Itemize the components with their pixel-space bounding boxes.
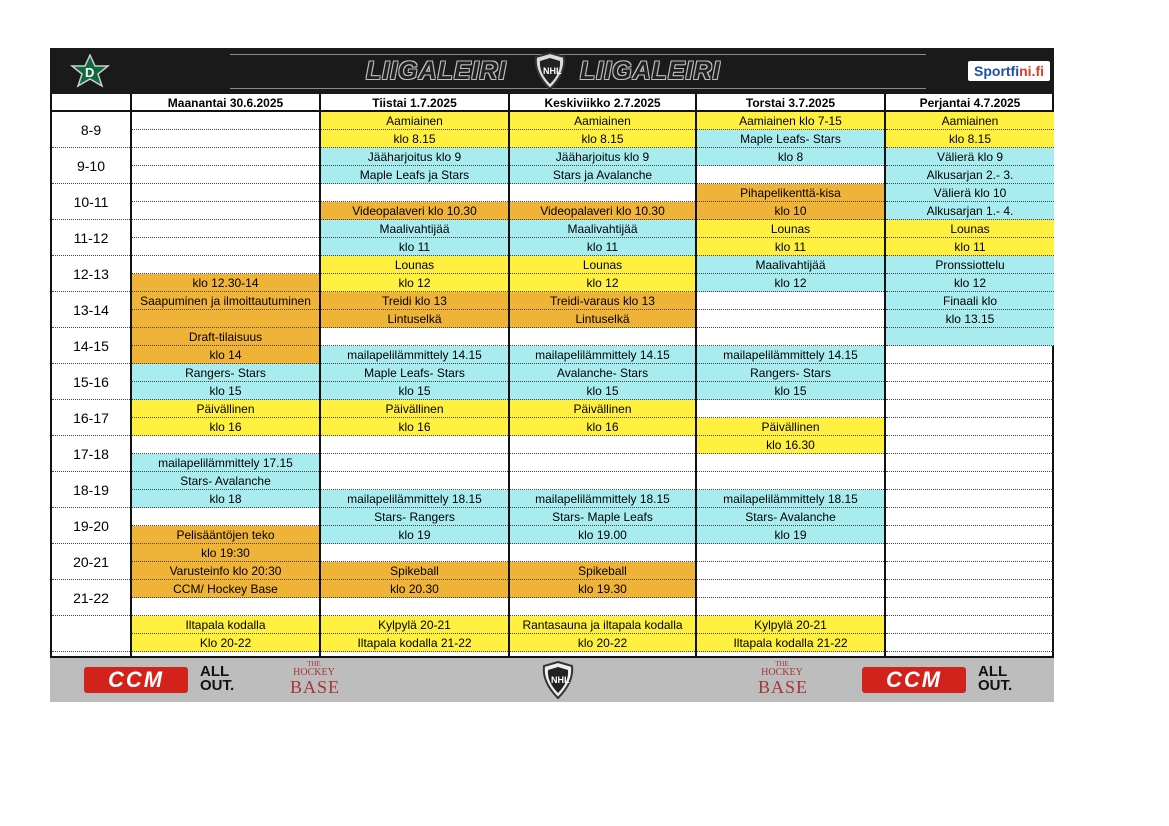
schedule-cell — [321, 544, 508, 562]
day-column-tuesday — [319, 94, 508, 656]
schedule-cell: klo 19.00 — [510, 526, 695, 544]
schedule-cell — [697, 472, 884, 490]
schedule-cell — [697, 544, 884, 562]
schedule-cell: klo 12 — [510, 274, 695, 292]
schedule-cell: Pronssiottelu — [886, 256, 1054, 274]
schedule-cell — [321, 454, 508, 472]
schedule-cell: klo 19 — [321, 526, 508, 544]
schedule-cell: klo 8.15 — [321, 130, 508, 148]
nhl-shield-icon — [530, 51, 570, 91]
schedule-cell — [132, 238, 319, 256]
schedule-cell — [697, 454, 884, 472]
schedule-cell: Stars- Rangers — [321, 508, 508, 526]
hour-label: 15-16 — [52, 364, 130, 400]
schedule-cell: klo 12.30-14 — [132, 274, 319, 292]
hour-label: 21-22 — [52, 580, 130, 616]
hockey-base-logo-right — [758, 660, 809, 700]
hour-label: 13-14 — [52, 292, 130, 328]
schedule-cell — [132, 184, 319, 202]
schedule-cell: klo 12 — [697, 274, 884, 292]
schedule-cell: Jääharjoitus klo 9 — [321, 148, 508, 166]
hour-label: 9-10 — [52, 148, 130, 184]
schedule-cell: Avalanche- Stars — [510, 364, 695, 382]
schedule-cell: Rangers- Stars — [697, 364, 884, 382]
hb-right-line3: BASE — [758, 677, 809, 697]
schedule-cell: Lounas — [697, 220, 884, 238]
schedule-cell — [697, 400, 884, 418]
schedule-cell: Kylpylä 20-21 — [697, 616, 884, 634]
schedule-cell: Iltapala kodalla 21-22 — [697, 634, 884, 652]
schedule-cell: Videopalaveri klo 10.30 — [510, 202, 695, 220]
schedule-cell: klo 16 — [132, 418, 319, 436]
schedule-cell: Aamiainen klo 7-15 — [697, 112, 884, 130]
day-column-monday — [130, 94, 319, 656]
schedule-cell: klo 8.15 — [510, 130, 695, 148]
schedule-cell: mailapelilämmittely 17.15 — [132, 454, 319, 472]
hour-label: 16-17 — [52, 400, 130, 436]
sponsor-logo — [968, 61, 1050, 81]
schedule-cell — [886, 490, 1054, 508]
schedule-cell — [886, 436, 1054, 454]
hour-label: 12-13 — [52, 256, 130, 292]
header-banner — [50, 48, 1054, 94]
schedule-cell: Jääharjoitus klo 9 — [510, 148, 695, 166]
schedule-cell: Stars- Avalanche — [697, 508, 884, 526]
schedule-cell — [132, 310, 319, 328]
schedule-cell: Pihapelikenttä-kisa — [697, 184, 884, 202]
ccm-logo-left: CCM — [84, 667, 188, 693]
schedule-cell — [132, 148, 319, 166]
allout-left-line2: OUT. — [200, 677, 235, 694]
schedule-cell: klo 16 — [510, 418, 695, 436]
schedule-cell — [132, 598, 319, 616]
hb-left-line2: HOCKEY — [293, 667, 335, 678]
schedule-cell: klo 15 — [321, 382, 508, 400]
svg-text:NHL: NHL — [543, 66, 562, 76]
schedule-cell: klo 12 — [321, 274, 508, 292]
schedule-cell: klo 8 — [697, 148, 884, 166]
schedule-cell: Aamiainen — [510, 112, 695, 130]
schedule-cell — [697, 166, 884, 184]
stars-logo-icon — [64, 54, 116, 88]
schedule-cell: Päivällinen — [132, 400, 319, 418]
schedule-cell: Välierä klo 9 — [886, 148, 1054, 166]
schedule-cell: Rantasauna ja iltapala kodalla — [510, 616, 695, 634]
schedule-cell: klo 15 — [132, 382, 319, 400]
schedule-cell — [321, 328, 508, 346]
day-header: Keskiviikko 2.7.2025 — [510, 94, 695, 112]
schedule-cell: Alkusarjan 2.- 3. — [886, 166, 1054, 184]
schedule-cell: Iltapala kodalla 21-22 — [321, 634, 508, 652]
schedule-cell: Kylpylä 20-21 — [321, 616, 508, 634]
hb-left-line1: THE — [307, 660, 321, 668]
schedule-cell — [132, 130, 319, 148]
svg-text:NHL: NHL — [551, 675, 570, 685]
schedule-cell: Maalivahtijää — [697, 256, 884, 274]
title-right: LIIGALEIRI — [580, 57, 721, 85]
ccm-logo-right: CCM — [862, 667, 966, 693]
schedule-cell: klo 18 — [132, 490, 319, 508]
schedule-cell: Päivällinen — [321, 400, 508, 418]
schedule-cell — [132, 220, 319, 238]
schedule-cell — [510, 544, 695, 562]
schedule-cell — [510, 436, 695, 454]
title-left: LIIGALEIRI — [366, 57, 507, 85]
schedule-cell — [321, 472, 508, 490]
schedule-cell: Varusteinfo klo 20:30 — [132, 562, 319, 580]
hour-label: 17-18 — [52, 436, 130, 472]
schedule-cell — [886, 544, 1054, 562]
schedule-cell — [132, 436, 319, 454]
hour-label — [52, 616, 130, 652]
hour-label: 18-19 — [52, 472, 130, 508]
hour-column — [52, 94, 130, 656]
hour-label: 11-12 — [52, 220, 130, 256]
schedule-cell: klo 8.15 — [886, 130, 1054, 148]
schedule-cell: Treidi klo 13 — [321, 292, 508, 310]
schedule-cell — [886, 328, 1054, 346]
schedule-cell: Maple Leafs ja Stars — [321, 166, 508, 184]
hour-label: 20-21 — [52, 544, 130, 580]
day-header: Maanantai 30.6.2025 — [132, 94, 319, 112]
schedule-cell: Videopalaveri klo 10.30 — [321, 202, 508, 220]
schedule-cell: klo 11 — [697, 238, 884, 256]
day-column-wednesday — [508, 94, 695, 656]
schedule-cell: Lounas — [321, 256, 508, 274]
schedule-cell — [886, 508, 1054, 526]
schedule-cell: mailapelilämmittely 14.15 — [510, 346, 695, 364]
schedule-grid — [50, 94, 1054, 658]
schedule-cell — [132, 256, 319, 274]
svg-text:D: D — [85, 65, 95, 80]
schedule-cell — [510, 454, 695, 472]
schedule-cell: Aamiainen — [886, 112, 1054, 130]
schedule-cell — [697, 562, 884, 580]
sponsor-text-a: Sportfi — [974, 63, 1020, 79]
schedule-cell — [510, 598, 695, 616]
allout-left-line1: ALL — [200, 663, 230, 680]
schedule-cell: Stars- Avalanche — [132, 472, 319, 490]
schedule-cell: Lintuselkä — [510, 310, 695, 328]
schedule-cell — [886, 364, 1054, 382]
schedule-cell: Lounas — [510, 256, 695, 274]
schedule-cell: klo 11 — [321, 238, 508, 256]
day-column-thursday — [695, 94, 884, 656]
day-header: Perjantai 4.7.2025 — [886, 94, 1054, 112]
schedule-cell — [321, 598, 508, 616]
schedule-cell: Treidi-varaus klo 13 — [510, 292, 695, 310]
hour-label: 19-20 — [52, 508, 130, 544]
schedule-cell — [132, 166, 319, 184]
schedule-cell: klo 11 — [886, 238, 1054, 256]
schedule-cell: klo 20-22 — [510, 634, 695, 652]
schedule-cell: Lounas — [886, 220, 1054, 238]
schedule-cell: CCM/ Hockey Base — [132, 580, 319, 598]
schedule-cell — [132, 112, 319, 130]
schedule-cell: Päivällinen — [510, 400, 695, 418]
schedule-cell — [886, 598, 1054, 616]
hockey-base-logo-left — [290, 660, 341, 700]
schedule-cell: klo 15 — [697, 382, 884, 400]
schedule-cell — [886, 526, 1054, 544]
schedule-cell: Klo 20-22 — [132, 634, 319, 652]
schedule-sheet — [50, 48, 1054, 702]
schedule-cell: klo 20.30 — [321, 580, 508, 598]
schedule-cell — [697, 292, 884, 310]
schedule-cell — [886, 346, 1054, 364]
schedule-cell — [886, 580, 1054, 598]
schedule-cell: Aamiainen — [321, 112, 508, 130]
day-header: Tiistai 1.7.2025 — [321, 94, 508, 112]
schedule-cell: Stars- Maple Leafs — [510, 508, 695, 526]
schedule-cell — [886, 616, 1054, 634]
schedule-cell: klo 10 — [697, 202, 884, 220]
schedule-cell: mailapelilämmittely 14.15 — [321, 346, 508, 364]
sponsor-text-b: ni.fi — [1019, 63, 1044, 79]
schedule-cell: Stars ja Avalanche — [510, 166, 695, 184]
schedule-cell: mailapelilämmittely 14.15 — [697, 346, 884, 364]
schedule-cell — [886, 472, 1054, 490]
schedule-cell: klo 15 — [510, 382, 695, 400]
schedule-cell: Maple Leafs- Stars — [697, 130, 884, 148]
schedule-cell: Välierä klo 10 — [886, 184, 1054, 202]
schedule-cell: Spikeball — [321, 562, 508, 580]
schedule-cell — [886, 382, 1054, 400]
schedule-cell: klo 13.15 — [886, 310, 1054, 328]
allout-logo-left — [200, 665, 234, 693]
footer-banner — [50, 658, 1054, 702]
schedule-cell: klo 11 — [510, 238, 695, 256]
schedule-cell — [886, 562, 1054, 580]
hour-label: 8-9 — [52, 112, 130, 148]
schedule-cell: klo 12 — [886, 274, 1054, 292]
schedule-cell: Rangers- Stars — [132, 364, 319, 382]
schedule-cell: Maalivahtijää — [510, 220, 695, 238]
schedule-cell: mailapelilämmittely 18.15 — [697, 490, 884, 508]
allout-logo-right — [978, 665, 1012, 693]
schedule-cell: Draft-tilaisuus — [132, 328, 319, 346]
allout-right-line1: ALL — [978, 663, 1008, 680]
hb-left-line3: BASE — [290, 677, 341, 697]
schedule-cell: klo 16.30 — [697, 436, 884, 454]
schedule-cell: Saapuminen ja ilmoittautuminen — [132, 292, 319, 310]
schedule-cell: Lintuselkä — [321, 310, 508, 328]
schedule-cell: mailapelilämmittely 18.15 — [510, 490, 695, 508]
schedule-cell — [510, 328, 695, 346]
schedule-cell — [697, 598, 884, 616]
schedule-cell: Pelisääntöjen teko — [132, 526, 319, 544]
schedule-cell — [697, 580, 884, 598]
schedule-cell: mailapelilämmittely 18.15 — [321, 490, 508, 508]
day-header: Torstai 3.7.2025 — [697, 94, 884, 112]
day-column-friday — [884, 94, 1054, 656]
schedule-cell — [510, 184, 695, 202]
hour-label: 10-11 — [52, 184, 130, 220]
schedule-cell — [697, 310, 884, 328]
schedule-cell: klo 19:30 — [132, 544, 319, 562]
schedule-cell: Spikeball — [510, 562, 695, 580]
schedule-cell: klo 14 — [132, 346, 319, 364]
nhl-shield-footer-icon — [538, 660, 578, 700]
schedule-cell — [886, 454, 1054, 472]
schedule-cell — [510, 472, 695, 490]
schedule-cell — [886, 418, 1054, 436]
hb-right-line1: THE — [775, 660, 789, 668]
hb-right-line2: HOCKEY — [761, 667, 803, 678]
schedule-cell: klo 16 — [321, 418, 508, 436]
schedule-cell — [132, 202, 319, 220]
schedule-cell — [697, 328, 884, 346]
hour-column-head — [52, 94, 130, 112]
schedule-cell: Maple Leafs- Stars — [321, 364, 508, 382]
schedule-cell: Finaali klo — [886, 292, 1054, 310]
schedule-cell: Päivällinen — [697, 418, 884, 436]
schedule-cell: Iltapala kodalla — [132, 616, 319, 634]
schedule-cell: klo 19.30 — [510, 580, 695, 598]
schedule-cell: Maalivahtijää — [321, 220, 508, 238]
schedule-cell: Alkusarjan 1.- 4. — [886, 202, 1054, 220]
schedule-cell — [886, 634, 1054, 652]
allout-right-line2: OUT. — [978, 677, 1013, 694]
schedule-cell — [321, 184, 508, 202]
schedule-cell — [321, 436, 508, 454]
schedule-cell: klo 19 — [697, 526, 884, 544]
schedule-cell — [886, 400, 1054, 418]
schedule-cell — [132, 508, 319, 526]
hour-label: 14-15 — [52, 328, 130, 364]
